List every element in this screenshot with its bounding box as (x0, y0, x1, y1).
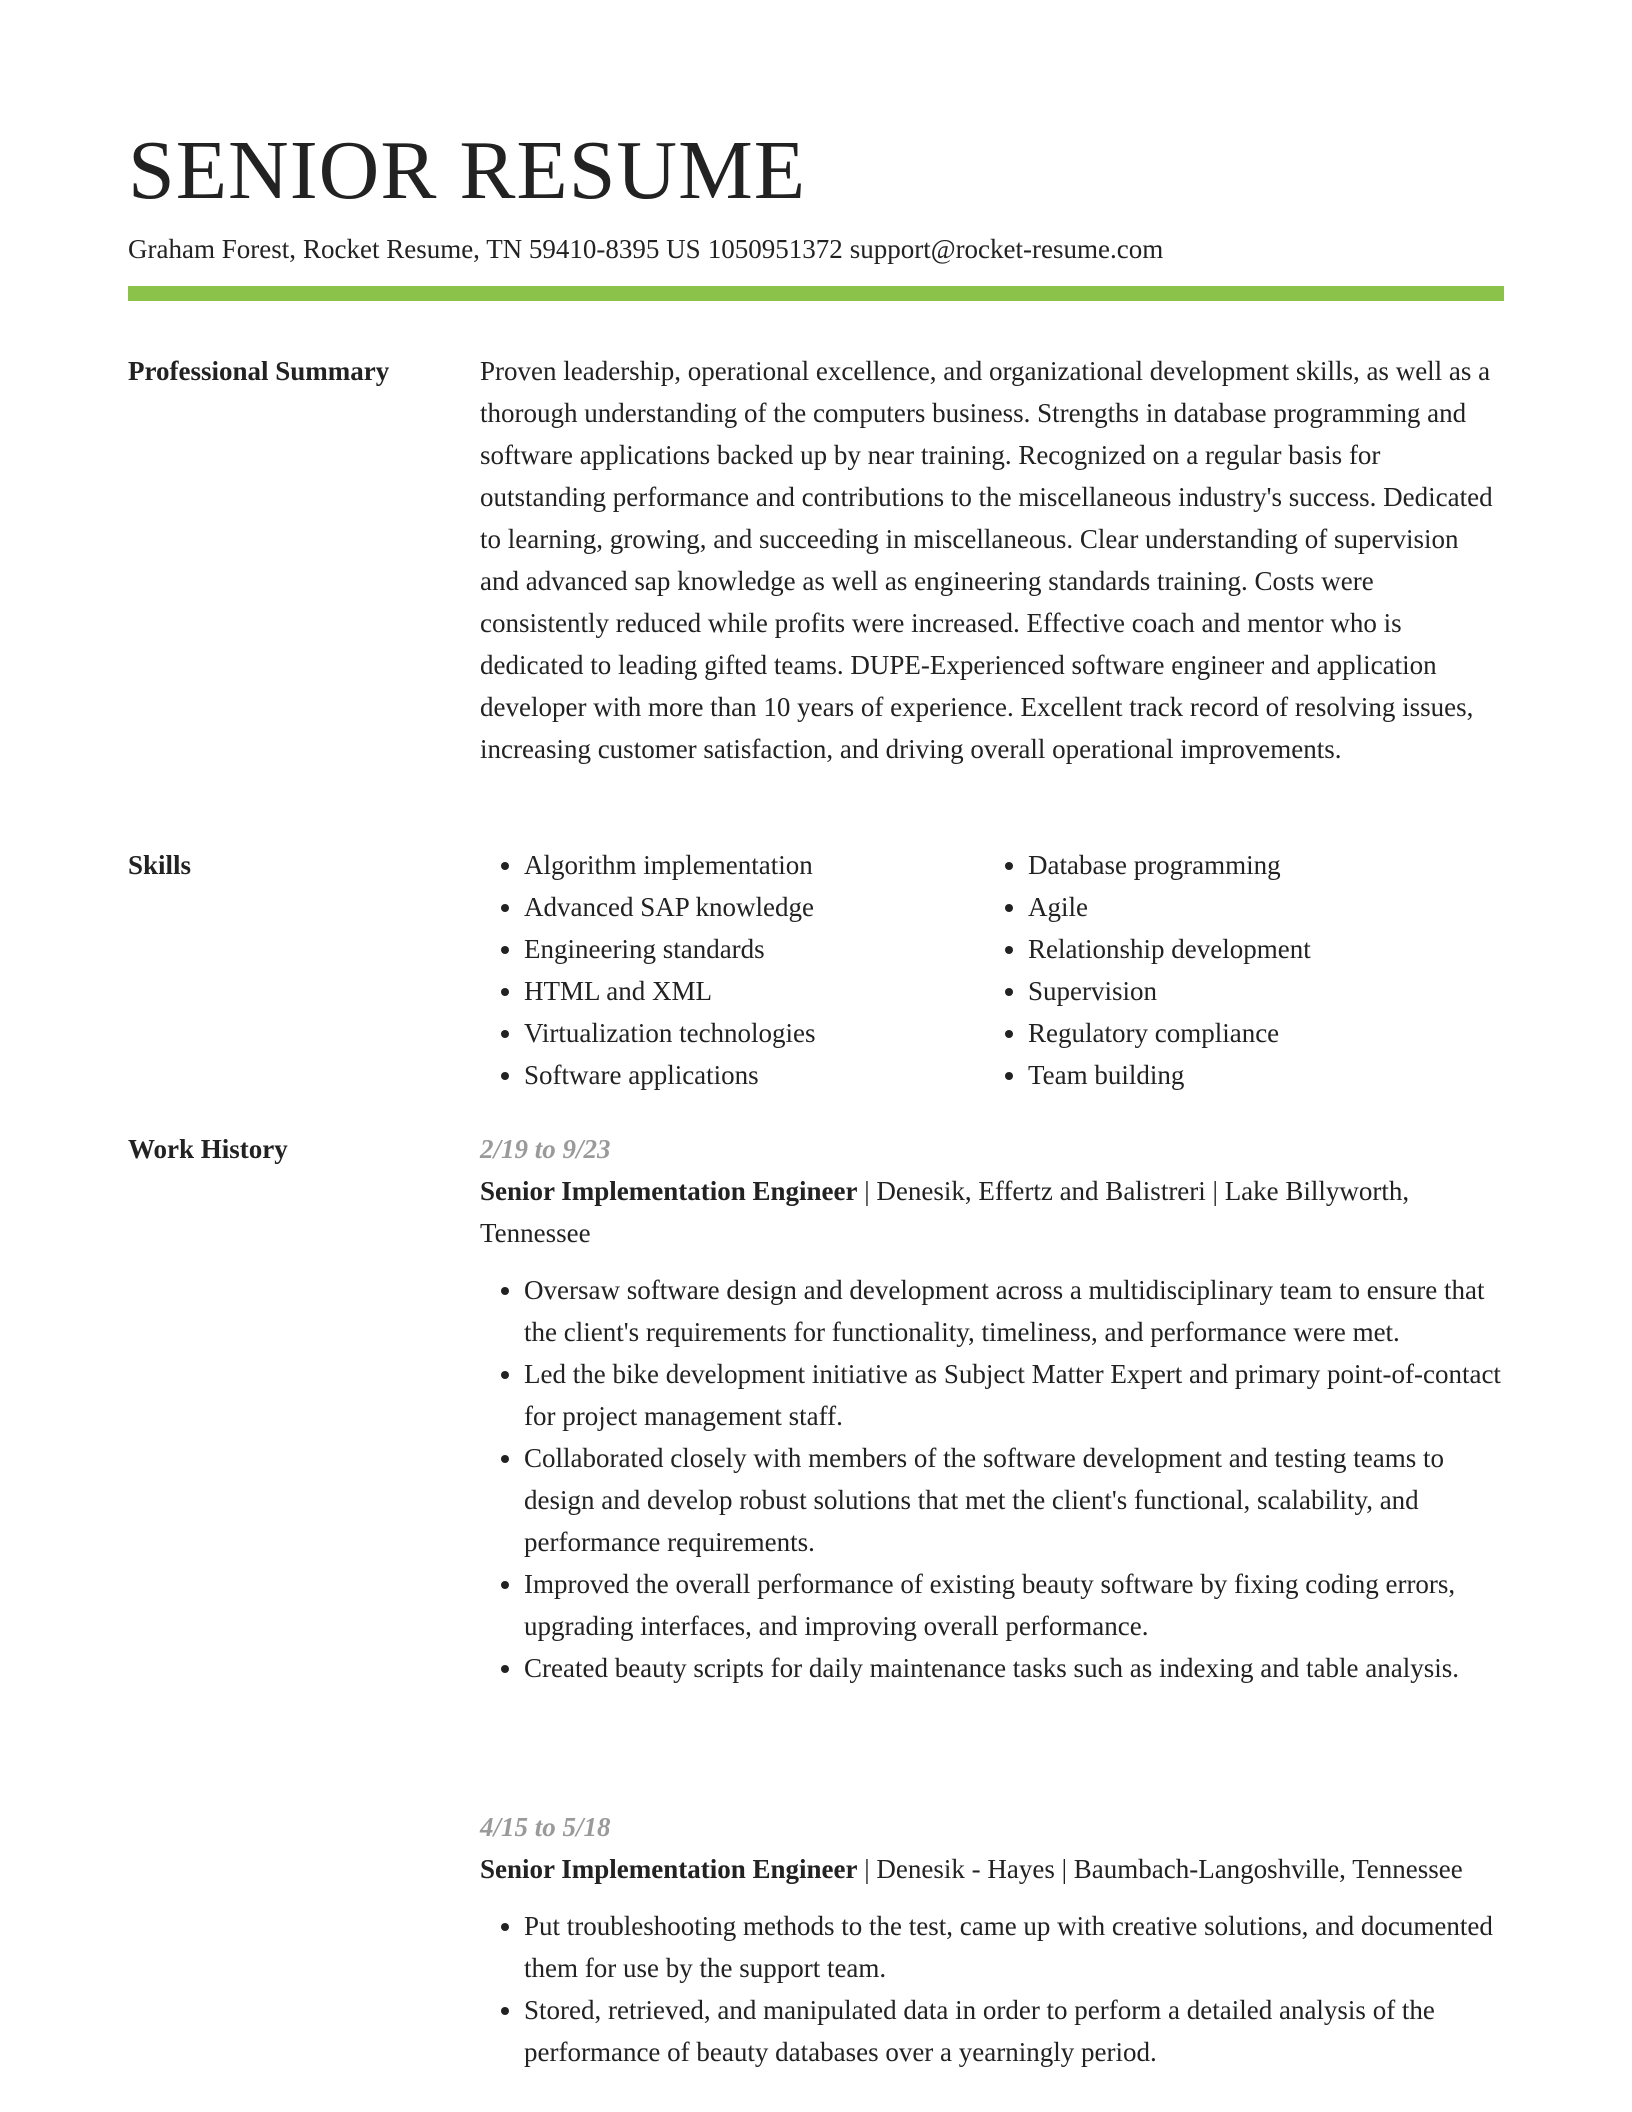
job-bullet: • Put troubleshooting methods to the test, came up with creative solutions, and documented them for use by the support team. (524, 1905, 1504, 1989)
job-bullet: • Improved the overall performance of existing beauty software by fixing coding errors, upgrading interfaces, and improving overall performance. (524, 1563, 1504, 1647)
job-bullets (480, 1269, 1504, 1689)
job-details: | Denesik - Hayes | Baumbach-Langoshville, Tennessee (857, 1854, 1463, 1884)
job-bullet: • Collaborated closely with members of the software development and testing teams to design and develop robust solutions that met the client's functional, scalability, and performance requirements. (524, 1437, 1504, 1563)
summary-label: Professional Summary (128, 356, 390, 386)
skill-item: • HTML and XML (524, 970, 984, 1012)
job-bullet: • Oversaw software design and development across a multidisciplinary team to ensure that the client's requirements for functionality, timeliness, and performance were met. (524, 1269, 1504, 1353)
job-bullet: • Stored, retrieved, and manipulated data in order to perform a detailed analysis of the performance of beauty databases over a yearningly period. (524, 1989, 1504, 2073)
contact-phone: 1050951372 (707, 234, 843, 264)
job-bullets (480, 1905, 1504, 2073)
skill-item: • Database programming (1028, 844, 1488, 886)
job-details: | Denesik, Effertz and Balistreri | Lake Billyworth, Tennessee (480, 1176, 1410, 1248)
job-entry (480, 1128, 1504, 1689)
header-divider (128, 286, 1504, 301)
job-title: Senior Implementation Engineer (480, 1854, 858, 1884)
skill-item: • Relationship development (1028, 928, 1488, 970)
skills-list-right (984, 844, 1488, 1096)
skill-item: • Regulatory compliance (1028, 1012, 1488, 1054)
job-header (480, 1848, 1504, 1890)
skills-list-left (480, 844, 984, 1096)
job-title: Senior Implementation Engineer (480, 1176, 858, 1206)
skill-item: • Supervision (1028, 970, 1488, 1012)
job-bullet: • Led the bike development initiative as Subject Matter Expert and primary point-of-contact for project management staff. (524, 1353, 1504, 1437)
job-header (480, 1170, 1504, 1254)
job-bullet: • Created beauty scripts for daily maintenance tasks such as indexing and table analysis. (524, 1647, 1504, 1689)
summary-text: Proven leadership, operational excellence, and organizational development skills, as well as a thorough understanding of the computers business. Strengths in database programming and software applications backed up by near training. Recognized on a regular basis for outstanding performance and contributions to the miscellaneous industry's success. Dedicated to learning, growing, and succeeding in miscellaneous. Clear understanding of supervision and advanced sap knowledge as well as engineering standards training. Costs were consistently reduced while profits were increased. Effective coach and mentor who is dedicated to leading gifted teams. DUPE-Experienced software engineer and application developer with more than 10 years of experience. Excellent track record of resolving issues, increasing customer satisfaction, and driving overall operational improvements. (480, 356, 1493, 764)
skills-label: Skills (128, 850, 192, 880)
skill-item: • Software applications (524, 1054, 984, 1096)
skill-item: • Agile (1028, 886, 1488, 928)
summary-section (480, 350, 1504, 770)
job-dates: 2/19 to 9/23 (480, 1134, 611, 1164)
contact-name: Graham Forest, (128, 234, 296, 264)
work-history-label: Work History (128, 1134, 288, 1164)
contact-line (128, 230, 1163, 268)
resume-title: SENIOR RESUME (128, 124, 807, 217)
job-entry (480, 1806, 1504, 2073)
skill-item: • Team building (1028, 1054, 1488, 1096)
contact-email: support@rocket-resume.com (849, 234, 1164, 264)
contact-address: Rocket Resume, TN 59410-8395 US (302, 234, 701, 264)
skill-item: • Engineering standards (524, 928, 984, 970)
skills-section (480, 844, 1504, 1096)
skill-item: • Virtualization technologies (524, 1012, 984, 1054)
skill-item: • Advanced SAP knowledge (524, 886, 984, 928)
job-dates: 4/15 to 5/18 (480, 1812, 611, 1842)
skill-item: • Algorithm implementation (524, 844, 984, 886)
